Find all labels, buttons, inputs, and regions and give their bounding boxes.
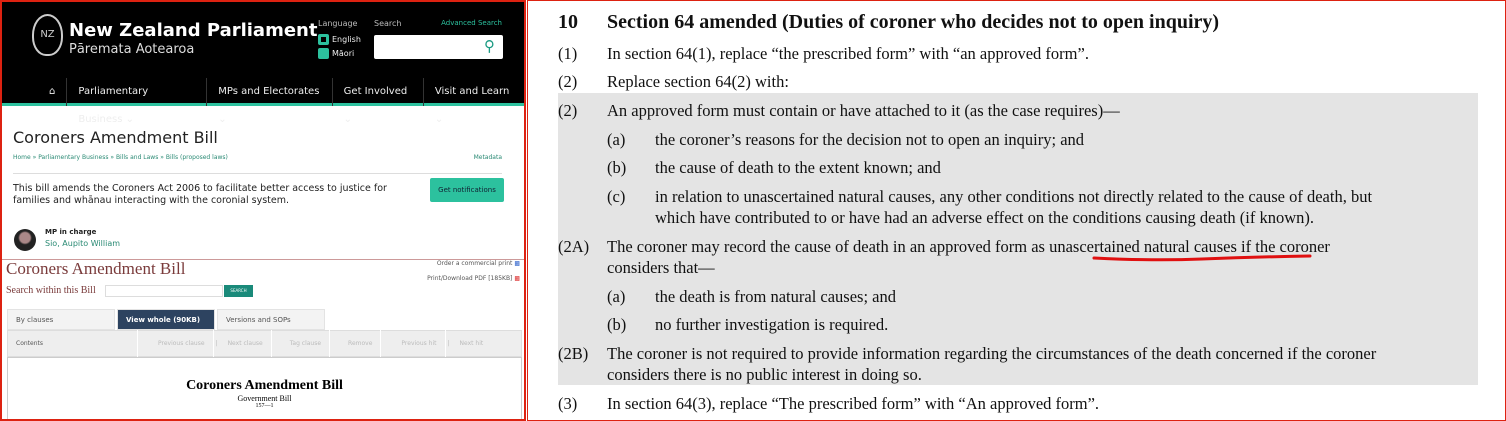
red-underline-annotation <box>1092 252 1312 262</box>
next-clause-button[interactable]: Next clause <box>220 330 272 357</box>
order-print-link[interactable] <box>437 260 520 267</box>
language-label: Language <box>318 19 358 28</box>
doc-number: 157—1 <box>255 403 274 409</box>
nav-get-involved[interactable]: Get Involved ⌄ <box>332 78 423 106</box>
doc-type: Government Bill <box>237 394 292 403</box>
metadata-link[interactable]: Metadata <box>473 154 502 161</box>
tag-clause-button[interactable]: Tag clause <box>272 330 330 357</box>
section-heading: Section 64 amended (Duties of coroner who decides not to open inquiry) <box>607 11 1220 33</box>
brand-name[interactable]: New Zealand Parliament <box>69 20 318 41</box>
lang-label: English <box>332 35 361 44</box>
para-text: The coroner is not required to provide information regarding the circumstances of the death concerned if the coroner <box>607 344 1377 363</box>
mp-name-link[interactable]: Sio, Aupito William <box>45 239 121 248</box>
para-num: (2B) <box>558 344 589 363</box>
pdf-icon: ▩ <box>514 275 520 282</box>
para-text: In section 64(3), replace “The prescribed form” with “An approved form”. <box>607 394 1100 413</box>
nav-mps[interactable]: MPs and Electorates ⌄ <box>206 78 331 106</box>
remove-button[interactable]: Remove <box>330 330 381 357</box>
search-icon[interactable]: ⚲ <box>484 37 495 55</box>
previous-hit-button[interactable]: Previous hit <box>381 330 445 357</box>
nav-parliamentary-business[interactable]: Parliamentary Business ⌄ <box>66 78 206 106</box>
para-num: (1) <box>558 44 578 63</box>
search-bill-button[interactable]: SEARCH <box>224 285 253 297</box>
para-text-cont: considers that— <box>607 258 715 277</box>
previous-clause-button[interactable]: Previous clause <box>138 330 214 357</box>
bill-description: This bill amends the Coroners Act 2006 to facilitate better access to justice for families and whānau interacting with the coronial system. <box>13 183 387 206</box>
nav-visit-learn[interactable]: Visit and Learn ⌄ <box>423 78 524 106</box>
subpara-text-cont: which have contributed to or have had an adverse effect on the conditions causing death (if known). <box>655 208 1315 227</box>
advanced-search-link[interactable]: Advanced Search <box>441 19 502 27</box>
para-text: In section 64(1), replace “the prescribed form” with “an approved form”. <box>607 44 1089 63</box>
subpara-text: the death is from natural causes; and <box>655 287 896 306</box>
para-text: An approved form must contain or have attached to it (as the case requires)— <box>607 101 1120 120</box>
para-num: (2A) <box>558 237 590 256</box>
search-label: Search <box>374 19 402 28</box>
bill-document <box>7 357 522 421</box>
next-hit-button[interactable]: Next hit <box>459 340 484 347</box>
subpara-text: the cause of death to the extent known; and <box>655 158 941 177</box>
section-number: 10 <box>558 11 578 33</box>
print-icon: ▩ <box>514 260 520 267</box>
contents-button[interactable]: Contents <box>8 330 138 357</box>
separator: | <box>447 340 450 347</box>
subpara-num: (c) <box>607 187 626 206</box>
tab-versions[interactable]: Versions and SOPs <box>217 309 325 330</box>
subpara-num: (a) <box>607 130 626 149</box>
view-tabs <box>7 309 325 330</box>
site-header <box>2 2 524 125</box>
subpara-text: in relation to unascertained natural causes, any other conditions not directly related to the cause of death, but <box>655 187 1373 206</box>
search-bill-input[interactable] <box>105 285 223 297</box>
search-bill-label: Search within this Bill <box>6 285 96 296</box>
subpara-num: (b) <box>607 158 627 177</box>
subpara-num: (b) <box>607 315 627 334</box>
brand-maori: Pāremata Aotearoa <box>69 42 195 57</box>
page-title: Coroners Amendment Bill <box>13 128 218 147</box>
lang-maori[interactable] <box>318 48 354 59</box>
subpara-num: (a) <box>607 287 626 306</box>
para-text-cont: considers there is no public interest in doing so. <box>607 365 922 384</box>
para-text: Replace section 64(2) with: <box>607 72 789 91</box>
avatar <box>14 229 36 251</box>
crest-logo[interactable]: NZ <box>32 14 63 56</box>
separator: | <box>215 340 218 347</box>
get-notifications-button[interactable]: Get notifications <box>430 178 504 202</box>
doc-title: Coroners Amendment Bill <box>186 378 343 393</box>
tab-view-whole[interactable]: View whole (90KB) <box>117 309 215 330</box>
subpara-text: no further investigation is required. <box>655 315 889 334</box>
bill-section-excerpt <box>527 0 1506 421</box>
toolbar <box>7 330 522 357</box>
para-num: (2) <box>558 101 578 120</box>
lang-label: Māori <box>332 49 355 58</box>
order-print-label: Order a commercial print <box>436 260 513 267</box>
search-input[interactable] <box>374 35 503 59</box>
pdf-label: Print/Download PDF [185KB] <box>427 275 513 282</box>
para-text: The coroner may record the cause of death in an approved form as unascertained natural causes if the coroner <box>607 237 1330 256</box>
parliament-website <box>0 0 526 421</box>
subpara-text: the coroner’s reasons for the decision not to open an inquiry; and <box>655 130 1085 149</box>
divider <box>13 173 502 174</box>
pdf-link[interactable] <box>427 275 520 282</box>
home-icon[interactable]: ⌂ <box>49 86 56 97</box>
para-num: (3) <box>558 394 578 413</box>
lang-english[interactable] <box>318 34 361 45</box>
para-num: (2) <box>558 72 578 91</box>
main-nav <box>38 78 524 125</box>
tab-by-clauses[interactable]: By clauses <box>7 309 115 330</box>
mp-label: MP in charge <box>45 228 97 236</box>
breadcrumb[interactable]: Home » Parliamentary Business » Bills and Laws » Bills (proposed laws) <box>13 154 228 161</box>
legislation-title: Coroners Amendment Bill <box>6 259 186 278</box>
